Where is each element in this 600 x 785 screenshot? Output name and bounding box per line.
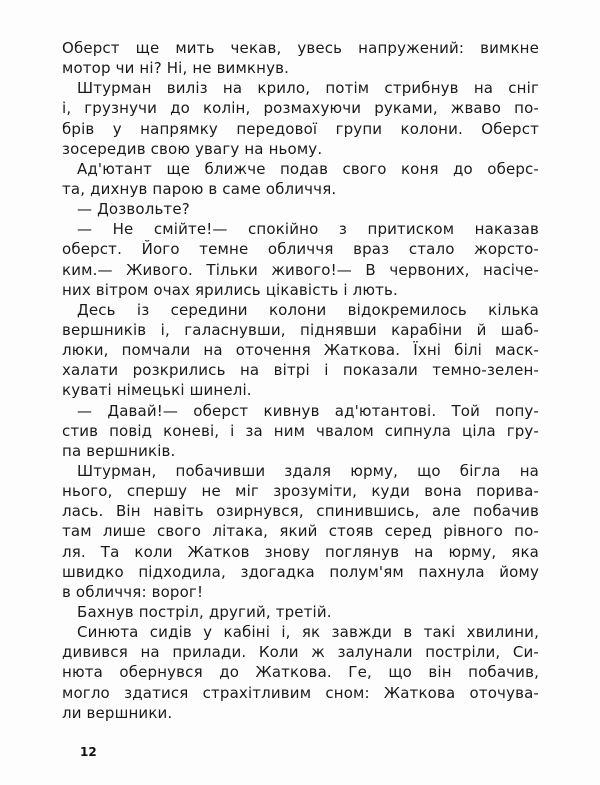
text-line: — Дозвольте? [77, 200, 190, 219]
text-line: па вершників. [62, 441, 176, 460]
text-line: там лише свого літака, який стояв серед рівного по- [62, 522, 539, 541]
text-line: могло здатися страхітливим сном: Жаткова оточува- [62, 683, 539, 702]
text-line: брів у напрямку передової групи колони. Оберст [62, 119, 539, 138]
text-line: нього, спершу не міг зрозуміти, куди вона порива- [62, 482, 539, 501]
page-number: 12 [80, 745, 97, 759]
text-line: люки, помчали на оточення Жаткова. Їхні білі маск- [62, 341, 539, 360]
text-line: халати розкрились на вітрі і показали темно-зелен- [62, 361, 539, 380]
text-line: Бахнув постріл, другий, третій. [77, 602, 332, 621]
body-text [62, 38, 539, 723]
text-line: стив повід коневі, і за ним чвалом сипнула ціла гру- [62, 421, 539, 440]
text-line: лась. Він навіть озирнувся, спинившись, але побачив [62, 502, 539, 521]
text-line: Штурман, побачивши здаля юрму, що бігла на [77, 461, 539, 480]
text-line: куваті німецькі шинелі. [62, 381, 252, 400]
text-line: швидко підходила, здогадка полум'ям пахнула йому [62, 562, 539, 581]
text-line: в обличчя: ворог! [62, 582, 204, 601]
text-line: Десь із середини колони відокремилось кілька [77, 300, 539, 319]
text-line: ким.— Живого. Тільки живого!— В червоних, насіче- [62, 260, 539, 279]
text-line: ля. Та коли Жатков знову поглянув на юрму, яка [62, 542, 539, 561]
text-line: дивився на прилади. Коли ж залунали постріли, Си- [62, 643, 539, 662]
text-line: зосередив свою увагу на ньому. [62, 139, 323, 158]
text-line: вершників і, галаснувши, піднявши карабіни й шаб- [62, 320, 539, 339]
text-line: і, грузнучи до колін, розмахуючи руками, жваво по- [62, 99, 539, 118]
text-line: Синюта сидів у кабіні і, як завжди в такі хвилини, [77, 623, 539, 642]
text-line: них вітром очах ярились цікавість і лють. [62, 280, 398, 299]
text-line: мотор чи ні? Ні, не вимкнув. [62, 59, 290, 78]
text-line: Ад'ютант ще ближче подав свого коня до оберс- [77, 159, 539, 178]
text-line: — Не смійте!— спокійно з притиском наказав [77, 220, 539, 239]
text-line: — Давай!— оберст кивнув ад'ютантові. Той попу- [77, 401, 539, 420]
text-line: нюта обернувся до Жаткова. Ге, що він побачив, [62, 663, 539, 682]
text-line: ли вершники. [62, 703, 173, 722]
text-line: та, дихнув парою в саме обличчя. [62, 179, 337, 198]
text-line: Штурман виліз на крило, потім стрибнув на сніг [77, 79, 539, 98]
text-line: Оберст ще мить чекав, увесь напружений: вимкне [62, 39, 539, 57]
text-line: оберст. Його темне обличчя враз стало жорсто- [62, 240, 539, 259]
